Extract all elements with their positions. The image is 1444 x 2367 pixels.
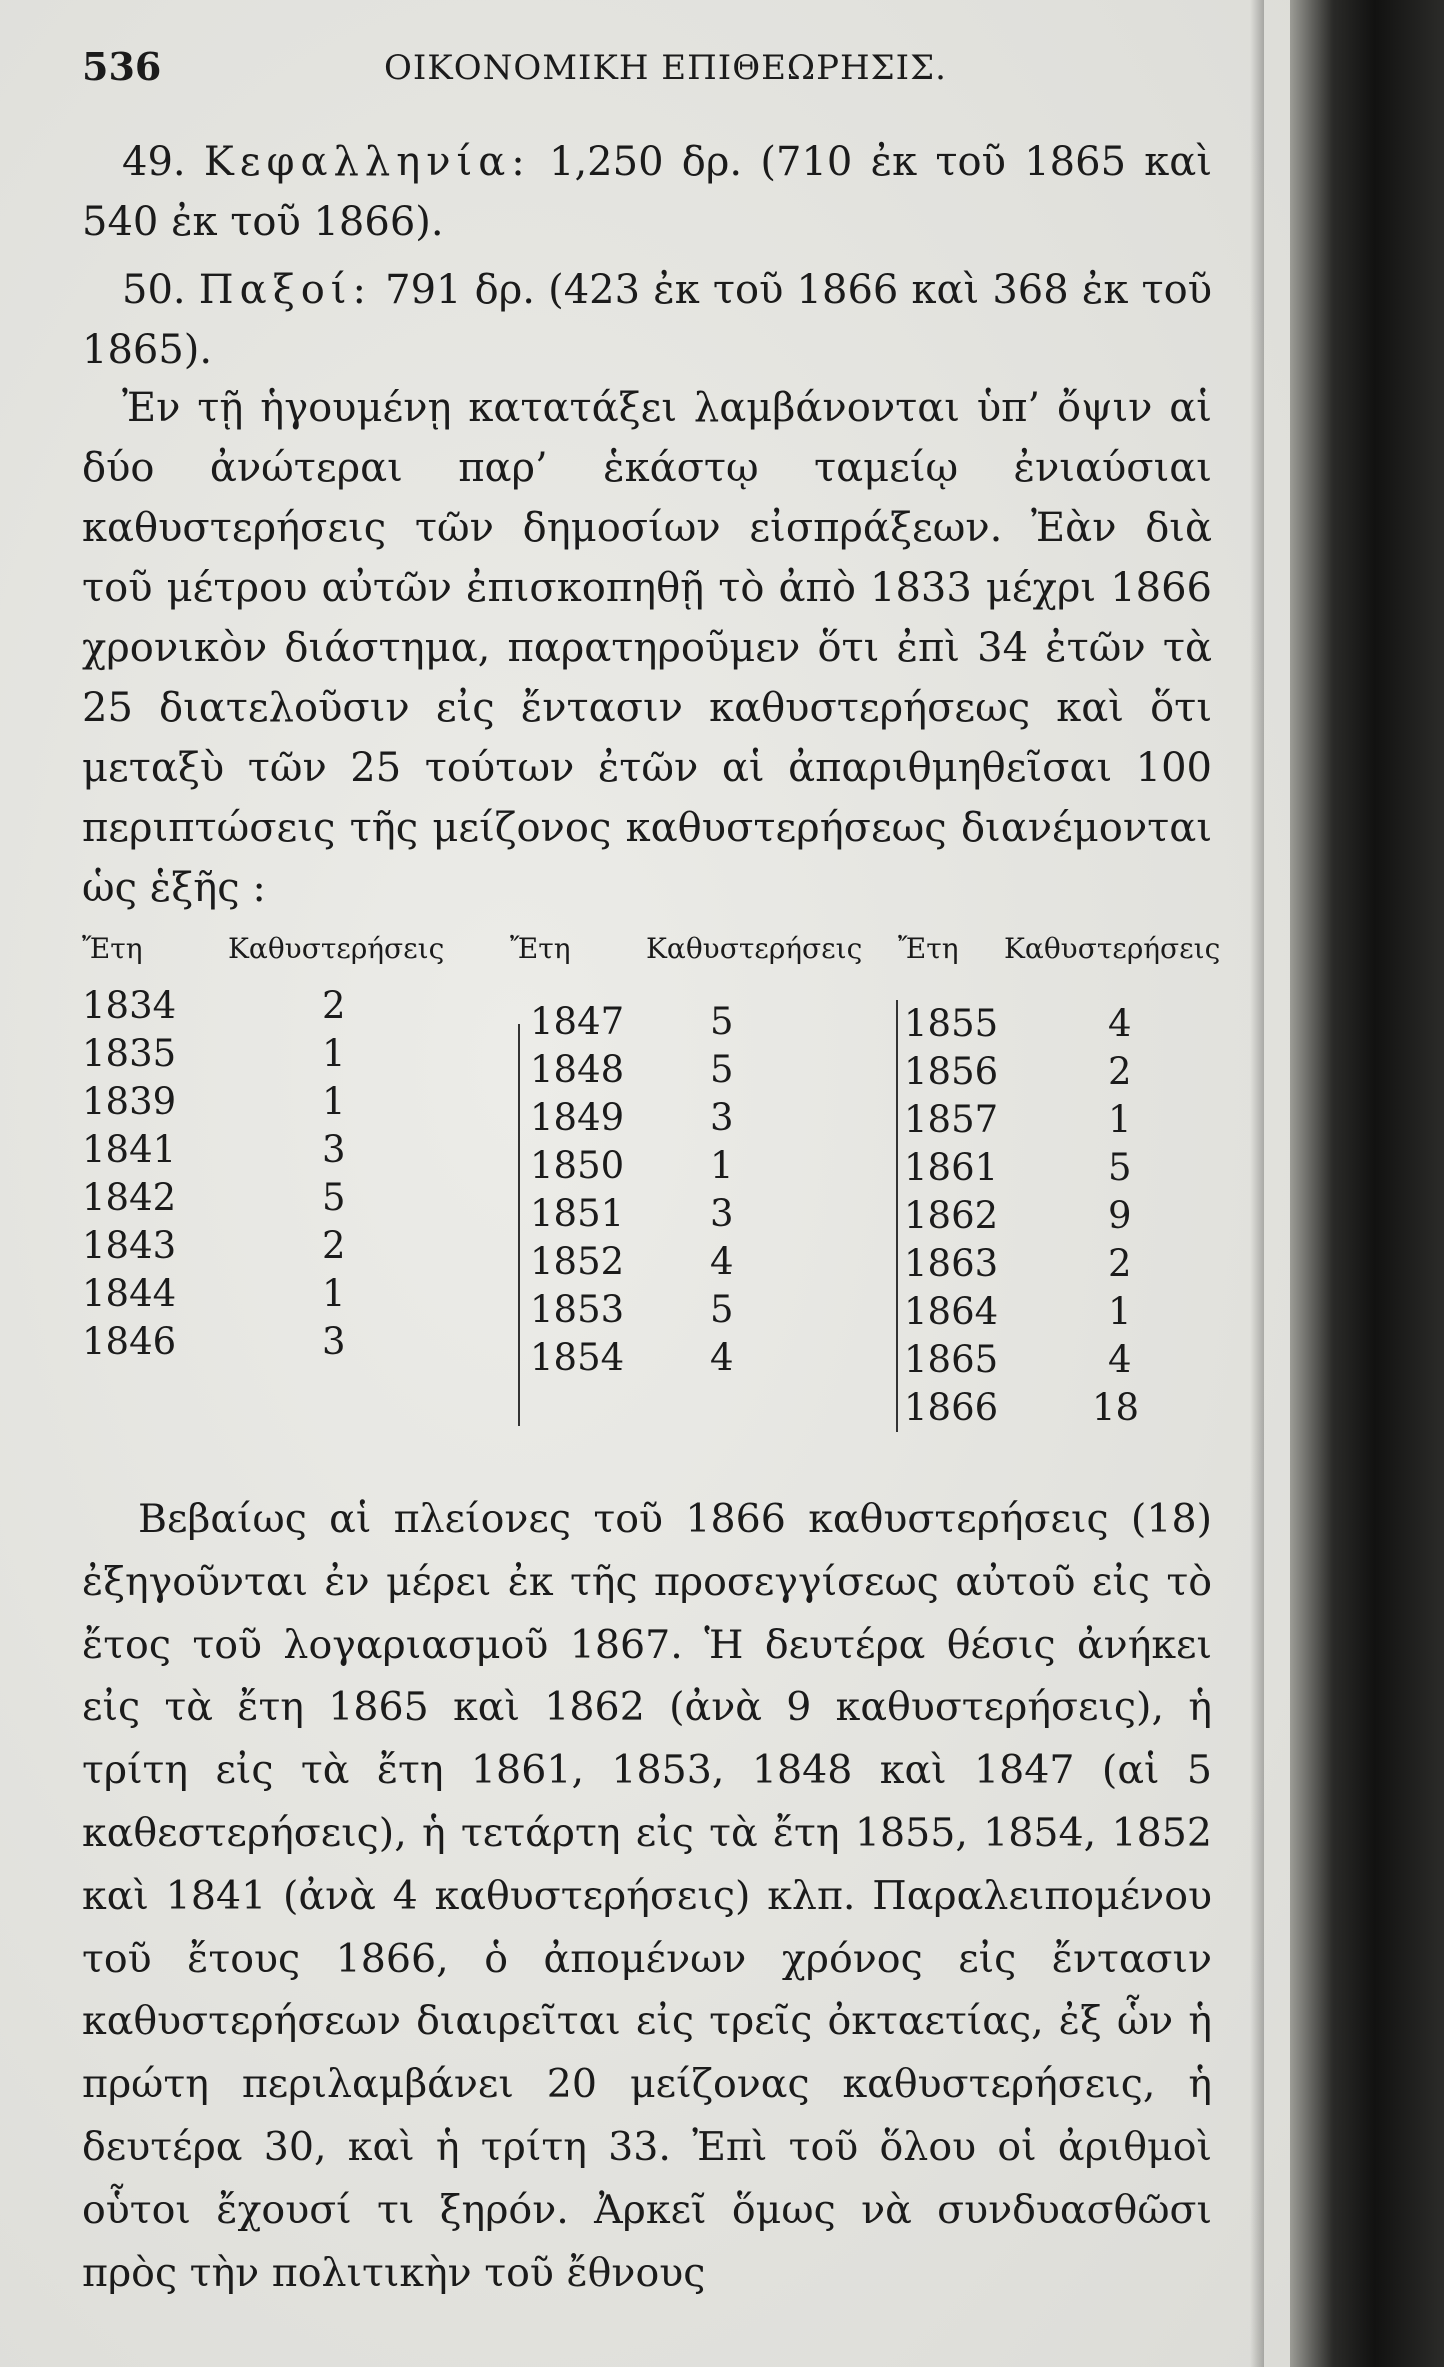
paragraph-analysis (82, 1488, 1212, 2304)
count-cell: 1 (322, 1080, 346, 1123)
entry-text: 791 δρ. (423 ἐκ τοῦ 1866 καὶ 368 ἐκ τοῦ 1865). (82, 267, 1213, 373)
year-cell: 1842 (82, 1176, 177, 1219)
count-cell: 5 (710, 1288, 734, 1331)
year-header: Ἔτη (82, 932, 143, 965)
year-cell: 1847 (530, 1000, 625, 1043)
paragraph-intro (82, 378, 1212, 918)
count-cell: 2 (322, 1224, 346, 1267)
count-cell: 3 (710, 1192, 734, 1235)
count-cell: 5 (710, 1000, 734, 1043)
year-cell: 1866 (904, 1386, 999, 1429)
page-header (82, 44, 1252, 94)
count-cell: 2 (322, 984, 346, 1027)
count-cell: 3 (322, 1320, 346, 1363)
count-cell: 4 (1108, 1002, 1132, 1045)
paragraph-analysis-text: Βεβαίως αἱ πλείονες τοῦ 1866 καθυστερήσεις (18) ἐξηγοῦνται ἐν μέρει ἐκ τῆς προσεγγίσεως αὐτοῦ εἰς τὸ ἔτος τοῦ λογαριασμοῦ 1867. Ἡ δευτέρα θέσις ἀνήκει εἰς τὰ ἔτη 1865 καὶ 1862 (ἀνὰ 9 καθυστερήσεις), ἡ τρίτη εἰς τὰ ἔτη 1861, 1853, 1848 καὶ 1847 (αἱ 5 καθεστερήσεις), ἡ τετάρτη εἰς τὰ ἔτη 1855, 1854, 1852 καὶ 1841 (ἀνὰ 4 καθυστερήσεις) κλπ. Παραλειπομένου τοῦ ἔτους 1866, ὁ ἀπομένων χρόνος εἰς ἔντασιν καθυστερήσεων διαιρεῖται εἰς τρεῖς ὀκταετίας, ἐξ ὧν ἡ πρώτη περιλαμβάνει 20 μείζονας καθυστερήσεις, ἡ δευτέρα 30, καὶ ἡ τρίτη 33. Ἐπὶ τοῦ ὅλου οἱ ἀριθμοὶ οὗτοι ἔχουσί τι ξηρόν. Ἀρκεῖ ὅμως νὰ συνδυασθῶσι πρὸς τὴν πολιτικὴν τοῦ ἔθνους (82, 1496, 1212, 2296)
count-cell: 4 (1108, 1338, 1132, 1381)
running-title: ΟΙΚΟΝΟΜΙΚΗ ΕΠΙΘΕΩΡΗΣΙΣ. (384, 48, 947, 88)
year-cell: 1865 (904, 1338, 999, 1381)
year-cell: 1843 (82, 1224, 177, 1267)
entry-number: 50. (122, 267, 186, 313)
year-cell: 1852 (530, 1240, 625, 1283)
year-cell: 1834 (82, 984, 177, 1027)
table-divider (896, 1000, 898, 1432)
year-cell: 1846 (82, 1320, 177, 1363)
count-header: Καθυστερήσεις (1004, 932, 1221, 965)
year-cell: 1861 (904, 1146, 999, 1189)
year-cell: 1862 (904, 1194, 999, 1237)
table-divider (518, 1024, 520, 1426)
count-cell: 1 (322, 1032, 346, 1075)
count-cell: 5 (322, 1176, 346, 1219)
count-cell: 4 (710, 1336, 734, 1379)
year-cell: 1863 (904, 1242, 999, 1285)
count-header: Καθυστερήσεις (228, 932, 445, 965)
year-cell: 1864 (904, 1290, 999, 1333)
year-cell: 1857 (904, 1098, 999, 1141)
year-cell: 1853 (530, 1288, 625, 1331)
year-cell: 1844 (82, 1272, 177, 1315)
year-cell: 1848 (530, 1048, 625, 1091)
count-cell: 18 (1092, 1386, 1140, 1429)
entry-label: Κεφαλληνία: (203, 139, 531, 185)
year-cell: 1839 (82, 1080, 177, 1123)
year-cell: 1855 (904, 1002, 999, 1045)
count-cell: 9 (1108, 1194, 1132, 1237)
year-cell: 1850 (530, 1144, 625, 1187)
year-cell: 1849 (530, 1096, 625, 1139)
table-column-1 (82, 932, 445, 1432)
count-cell: 5 (1108, 1146, 1132, 1189)
year-cell: 1856 (904, 1050, 999, 1093)
table-column-2 (510, 932, 890, 1432)
count-cell: 1 (322, 1272, 346, 1315)
year-cell: 1854 (530, 1336, 625, 1379)
count-cell: 2 (1108, 1050, 1132, 1093)
count-header: Καθυστερήσεις (646, 932, 863, 965)
count-cell: 3 (710, 1096, 734, 1139)
table-column-3 (898, 932, 1258, 1432)
year-cell: 1841 (82, 1128, 177, 1171)
entry-50 (82, 260, 1212, 380)
year-cell: 1851 (530, 1192, 625, 1235)
year-header: Ἔτη (898, 932, 959, 965)
count-cell: 3 (322, 1128, 346, 1171)
count-cell: 4 (710, 1240, 734, 1283)
entry-text: 1,250 δρ. (710 ἐκ τοῦ 1865 καὶ 540 ἐκ τοῦ 1866). (82, 139, 1212, 245)
paragraph-intro-text: Ἐν τῇ ἡγουμένῃ κατατάξει λαμβάνονται ὑπ’ ὄψιν αἱ δύο ἀνώτεραι παρ’ ἑκάστῳ ταμείῳ ἐνιαύσιαι καθυστερήσεις τῶν δημοσίων εἰσπράξεων. Ἐὰν διὰ τοῦ μέτρου αὐτῶν ἐπισκοπηθῇ τὸ ἀπὸ 1833 μέχρι 1866 χρονικὸν διάστημα, παρατηροῦμεν ὅτι ἐπὶ 34 ἐτῶν τὰ 25 διατελοῦσιν εἰς ἔντασιν καθυστερήσεως καὶ ὅτι μεταξὺ τῶν 25 τούτων ἐτῶν αἱ ἀπαριθμηθεῖσαι 100 περιπτώσεις τῆς μείζονος καθυστερήσεως διανέμονται ὡς ἑξῆς : (82, 385, 1212, 911)
entry-number: 49. (122, 139, 186, 185)
count-cell: 1 (1108, 1290, 1132, 1333)
year-cell: 1835 (82, 1032, 177, 1075)
count-cell: 5 (710, 1048, 734, 1091)
count-cell: 2 (1108, 1242, 1132, 1285)
page-number: 536 (82, 44, 162, 89)
count-cell: 1 (1108, 1098, 1132, 1141)
book-binding-edge (1290, 0, 1444, 2367)
count-cell: 1 (710, 1144, 734, 1187)
entry-label: Παξοί: (198, 267, 372, 313)
year-header: Ἔτη (510, 932, 571, 965)
entry-49 (82, 132, 1212, 252)
